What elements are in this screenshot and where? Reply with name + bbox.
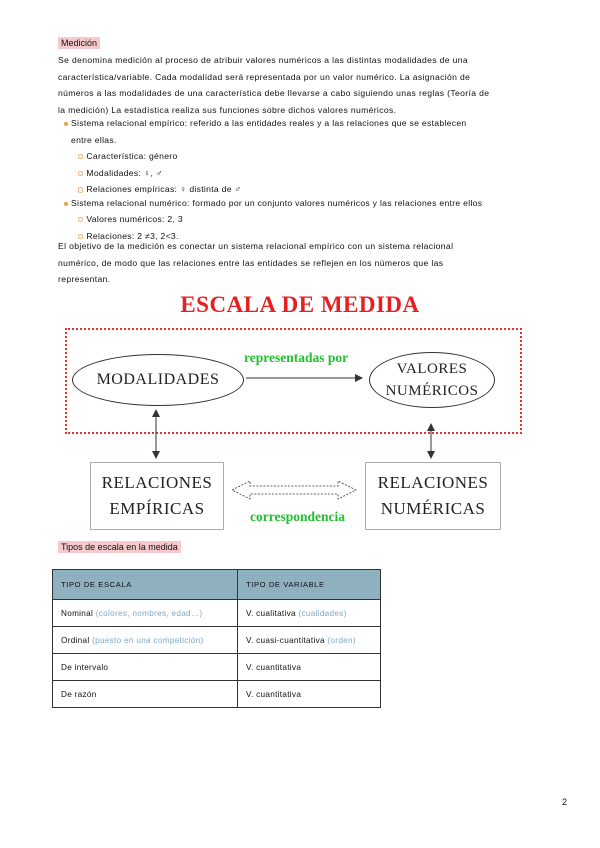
page-number: 2: [562, 797, 568, 807]
table-row: De razón V. cuantitativa: [53, 681, 381, 708]
scales-title: Tipos de escala en la medida: [58, 542, 181, 552]
header-scale-type: TIPO DE ESCALA: [53, 570, 238, 600]
intro-paragraph: Se denomina medición al proceso de atribuir valores numéricos a las distintas modalidades de una característica/variable. Cada modalidad será representada por un valor numérico. La asignación de números a las modalidades de una característica debe llevarse a cabo siguiendo unas reglas (Teoría de la medición) La estadística realiza sus funciones sobre dichos valores numéricos.: [58, 55, 490, 115]
table-row: Ordinal (puesto en una competición) V. cuasi-cuantitativa (orden): [53, 627, 381, 654]
table-row: Nominal (colores, nombres, edad…) V. cualitativa (cualidades): [53, 600, 381, 627]
objective-paragraph: El objetivo de la medición es conectar un sistema relacional empírico con un sistema relacional numérico, de modo que las relaciones entre las entidades se reflejen en los números que las representan.: [58, 241, 454, 285]
represented-by-label: representadas por: [244, 350, 349, 365]
header-variable-type: TIPO DE VARIABLE: [238, 570, 381, 600]
relaciones-numericas-box: RELACIONES NUMÉRICAS: [365, 462, 501, 530]
correspondence-label: correspondencia: [250, 509, 345, 524]
sub-list-empirical: Característica: género Modalidades: ♀, ♂ Relaciones empíricas: ♀ distinta de ♂: [78, 148, 241, 198]
valores-ellipse: VALORES NUMÉRICOS: [369, 352, 495, 408]
sub-list-numeric: Valores numéricos: 2, 3 Relaciones: 2 ≠3, 2<3.: [78, 211, 183, 244]
table-header-row: [53, 570, 381, 600]
bullet-empirical: Sistema relacional empírico: referido a las entidades reales y a las relaciones que se establecen entre ellas.: [64, 115, 467, 148]
table-row: De intervalo V. cuantitativa: [53, 654, 381, 681]
modalidades-ellipse: MODALIDADES: [72, 354, 244, 406]
relaciones-empiricas-box: RELACIONES EMPÍRICAS: [90, 462, 224, 530]
section-title: Medición: [58, 38, 100, 48]
bullet-numeric: Sistema relacional numérico: formado por un conjunto valores numéricos y las relaciones entre ellos: [64, 195, 482, 212]
diagram-title: ESCALA DE MEDIDA: [180, 292, 420, 317]
double-arrow-correspondence: [232, 481, 356, 499]
scales-table: [52, 569, 381, 708]
